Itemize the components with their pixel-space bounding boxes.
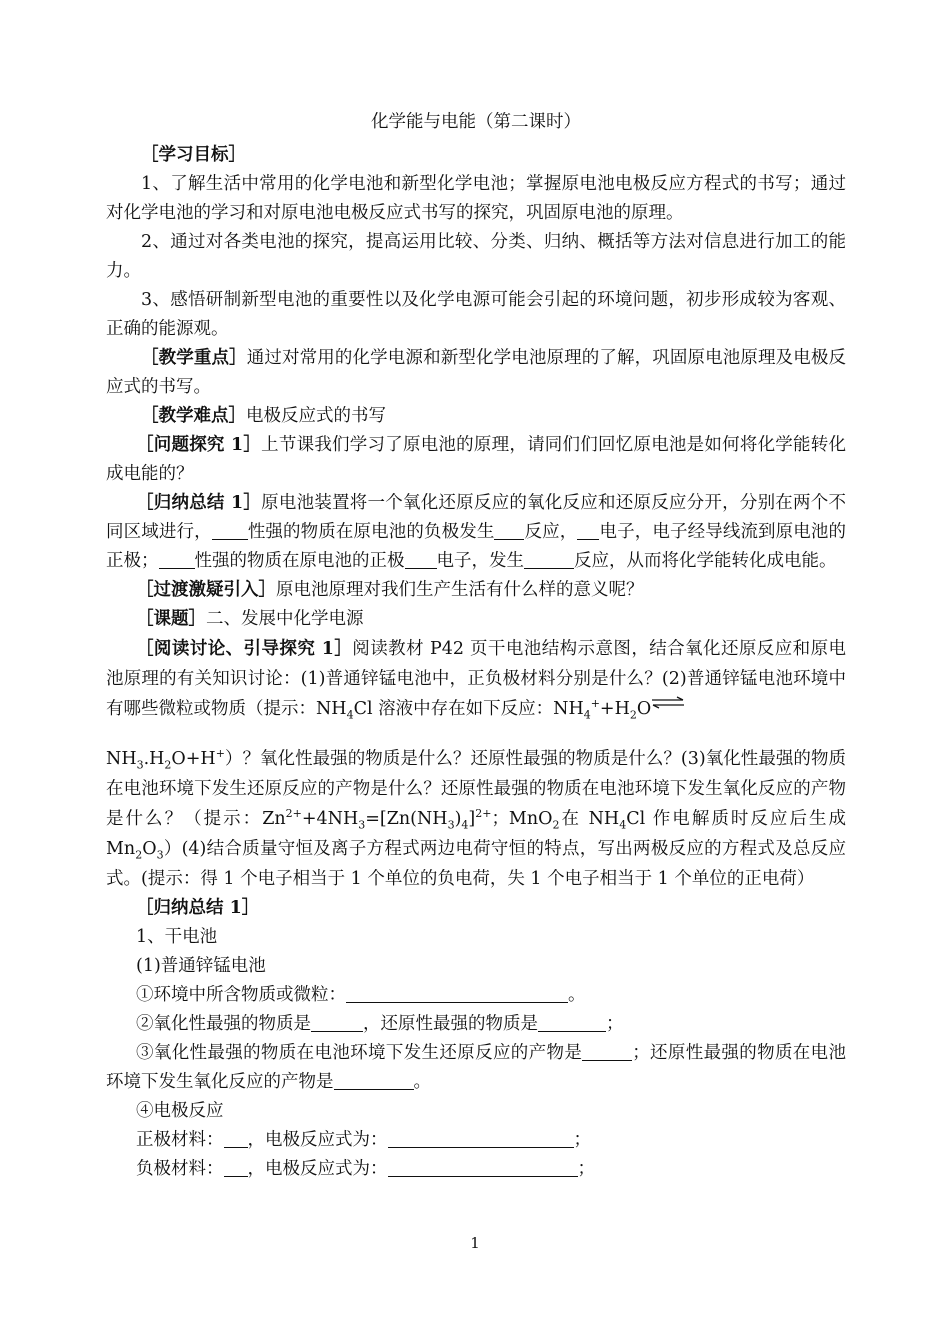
summary-1-text: 电子，发生 xyxy=(436,551,524,571)
answer-blank[interactable] xyxy=(334,1071,414,1090)
inquiry-1-paragraph xyxy=(106,431,846,489)
reading-text: Cl 作电解质时反应后生成 Mn xyxy=(106,809,846,859)
fill-blank[interactable] xyxy=(405,550,437,569)
subscript: 2 xyxy=(552,818,560,832)
reading-text: ；MnO xyxy=(491,809,553,829)
summary-1-text: 性强的物质在原电池的负极发生 xyxy=(247,522,495,542)
summary-1-paragraph xyxy=(106,489,846,576)
subscript: 3 xyxy=(136,758,144,772)
subscript: 3 xyxy=(156,848,164,862)
subscript: 3 xyxy=(358,818,366,832)
topic-label: ［课题］ xyxy=(136,609,206,629)
subscript: 2 xyxy=(135,848,143,862)
question-text: 。 xyxy=(568,985,586,1005)
reading-text: Cl 溶液中存在如下反应：NH xyxy=(353,699,584,719)
transition-text: 原电池原理对我们生产生活有什么样的意义呢？ xyxy=(276,580,644,600)
superscript: 2+ xyxy=(285,807,302,821)
objective-item-1: 1、了解生活中常用的化学电池和新型化学电池；掌握原电池电极反应方程式的书写；通过对化学电池的学习和对原电池电极反应式书写的探究，巩固原电池的原理。 xyxy=(106,174,846,223)
subscript: 4 xyxy=(346,708,354,722)
reading-text: ）(4)结合质量守恒及离子方程式两边电荷守恒的特点，写出两极反应的方程式及总反应式。(提示：得 1 个电子相当于 1 个单位的负电荷，失 1 个电子相当于 1 个单位的正电荷） xyxy=(106,839,846,889)
question-text: ，电极反应式为： xyxy=(247,1130,388,1150)
answer-blank[interactable] xyxy=(582,1042,632,1061)
reading-text: ) xyxy=(454,809,462,829)
answer-blank[interactable] xyxy=(224,1158,248,1177)
key-point-paragraph xyxy=(106,344,846,402)
answer-blank[interactable] xyxy=(346,984,568,1003)
superscript: 2+ xyxy=(475,807,492,821)
question-2 xyxy=(106,1010,846,1039)
reading-text: ）？氧化性最强的物质是什么？还原性最强的物质是什么？(3)氧化性最强的物质在电池环境下发生还原反应的产物是什么？还原性最强的物质在电池环境下发生氧化反应的产物是什么？（提示：Zn xyxy=(106,749,846,829)
question-text: ； xyxy=(577,1159,595,1179)
objectives-heading xyxy=(106,141,846,170)
positive-electrode-row xyxy=(106,1126,846,1155)
subscript: 4 xyxy=(619,818,627,832)
transition-label: ［过渡激疑引入］ xyxy=(136,580,276,600)
key-point-label: ［教学重点］ xyxy=(141,348,247,368)
subscript: 4 xyxy=(461,818,469,832)
question-1 xyxy=(106,981,846,1010)
summary-1-text: 电子，电子经导线流到原电池的正极； xyxy=(106,522,847,571)
document-page xyxy=(106,108,846,1184)
transition-paragraph xyxy=(106,576,846,605)
page-number: 1 xyxy=(470,1234,480,1252)
reading-text: 在 NH xyxy=(559,809,620,829)
reading-text: 阅读教材 P42 页干电池结构示意图，结合氧化还原反应和原电池原理的有关知识讨论：(1)普通锌锰电池中，正负极材料分别是什么？(2)普通锌锰电池环境中有哪些微粒或物质（提示：NH xyxy=(106,639,846,719)
reading-text: .H xyxy=(143,749,165,769)
subscript: 3 xyxy=(447,818,455,832)
objectives-label: ［学习目标］ xyxy=(141,145,246,165)
fill-blank[interactable] xyxy=(494,521,524,540)
difficulty-label: ［教学难点］ xyxy=(141,406,246,426)
summary-1b-paragraph xyxy=(106,894,846,923)
question-text: 负极材料： xyxy=(136,1159,224,1179)
question-text: ②氧化性最强的物质是 xyxy=(136,1014,311,1034)
answer-blank[interactable] xyxy=(388,1129,574,1148)
question-3 xyxy=(106,1039,846,1097)
reading-text: O+H xyxy=(171,749,216,769)
reading-text: =[Zn(NH xyxy=(365,809,448,829)
question-text: ；还原性最强的物质在电池环境下发生氧化反应的产物是 xyxy=(106,1043,847,1092)
subscript: 4 xyxy=(583,708,591,722)
key-point-text: 通过对常用的化学电源和新型化学电池原理的了解，巩固原电池原理及电极反应式的书写。 xyxy=(106,348,847,397)
reading-paragraph xyxy=(106,634,846,894)
summary-1-text: 反应， xyxy=(524,522,578,542)
question-4: ④电极反应 xyxy=(136,1101,224,1121)
superscript: + xyxy=(215,747,225,761)
equilibrium-arrow-icon xyxy=(651,696,685,710)
summary-1-text: 反应，从而将化学能转化成电能。 xyxy=(574,551,837,571)
answer-blank[interactable] xyxy=(388,1158,578,1177)
reading-text: ] xyxy=(468,809,476,829)
reading-text: O xyxy=(636,699,652,719)
superscript: + xyxy=(590,697,600,711)
topic-paragraph xyxy=(106,605,846,634)
question-text: ③氧化性最强的物质在电池环境下发生还原反应的产物是 xyxy=(136,1043,583,1063)
question-text: ； xyxy=(573,1130,591,1150)
answer-blank[interactable] xyxy=(538,1013,606,1032)
zinc-manganese-heading: (1)普通锌锰电池 xyxy=(136,956,266,976)
subscript: 2 xyxy=(164,758,172,772)
question-text: 正极材料： xyxy=(136,1130,224,1150)
difficulty-text: 电极反应式的书写 xyxy=(246,406,386,426)
reading-label: ［阅读讨论、引导探究 1］ xyxy=(136,639,353,659)
subscript: 2 xyxy=(629,708,637,722)
reading-text: O xyxy=(142,839,157,859)
difficulty-paragraph xyxy=(106,402,846,431)
summary-1-text: 性强的物质在原电池的正极 xyxy=(194,551,405,571)
question-text: 。 xyxy=(413,1072,431,1092)
summary-1b-label: ［归纳总结 1］ xyxy=(136,898,260,918)
reading-text: +H xyxy=(599,699,630,719)
reading-text: NH xyxy=(106,749,137,769)
summary-1-text: 原电池装置将一个氧化还原反应的氧化反应和还原反应分开，分别在两个不同区域进行， xyxy=(106,493,846,542)
fill-blank[interactable] xyxy=(577,521,599,540)
page-title: 化学能与电能（第二课时） xyxy=(371,112,581,132)
question-text: ①环境中所含物质或微粒： xyxy=(136,985,346,1005)
reading-text: +4NH xyxy=(301,809,359,829)
fill-blank[interactable] xyxy=(212,521,248,540)
question-text: ，电极反应式为： xyxy=(247,1159,388,1179)
fill-blank[interactable] xyxy=(524,550,574,569)
objective-item-3: 3、感悟研制新型电池的重要性以及化学电源可能会引起的环境问题，初步形成较为客观、正确的能源观。 xyxy=(106,290,846,339)
inquiry-1-text: 上节课我们学习了原电池的原理，请同们们回忆原电池是如何将化学能转化成电能的？ xyxy=(106,435,846,484)
dry-cell-heading: 1、干电池 xyxy=(136,927,218,947)
answer-blank[interactable] xyxy=(311,1013,363,1032)
question-text: ，还原性最强的物质是 xyxy=(363,1014,538,1034)
answer-blank[interactable] xyxy=(224,1129,248,1148)
negative-electrode-row xyxy=(106,1155,846,1184)
topic-text: 二、发展中化学电源 xyxy=(206,609,364,629)
summary-1-label: ［归纳总结 1］ xyxy=(136,493,262,513)
question-text: ； xyxy=(606,1014,624,1034)
inquiry-1-label: ［问题探究 1］ xyxy=(136,435,262,455)
objective-item-2: 2、通过对各类电池的探究，提高运用比较、分类、归纳、概括等方法对信息进行加工的能力。 xyxy=(106,232,846,281)
fill-blank[interactable] xyxy=(159,550,195,569)
